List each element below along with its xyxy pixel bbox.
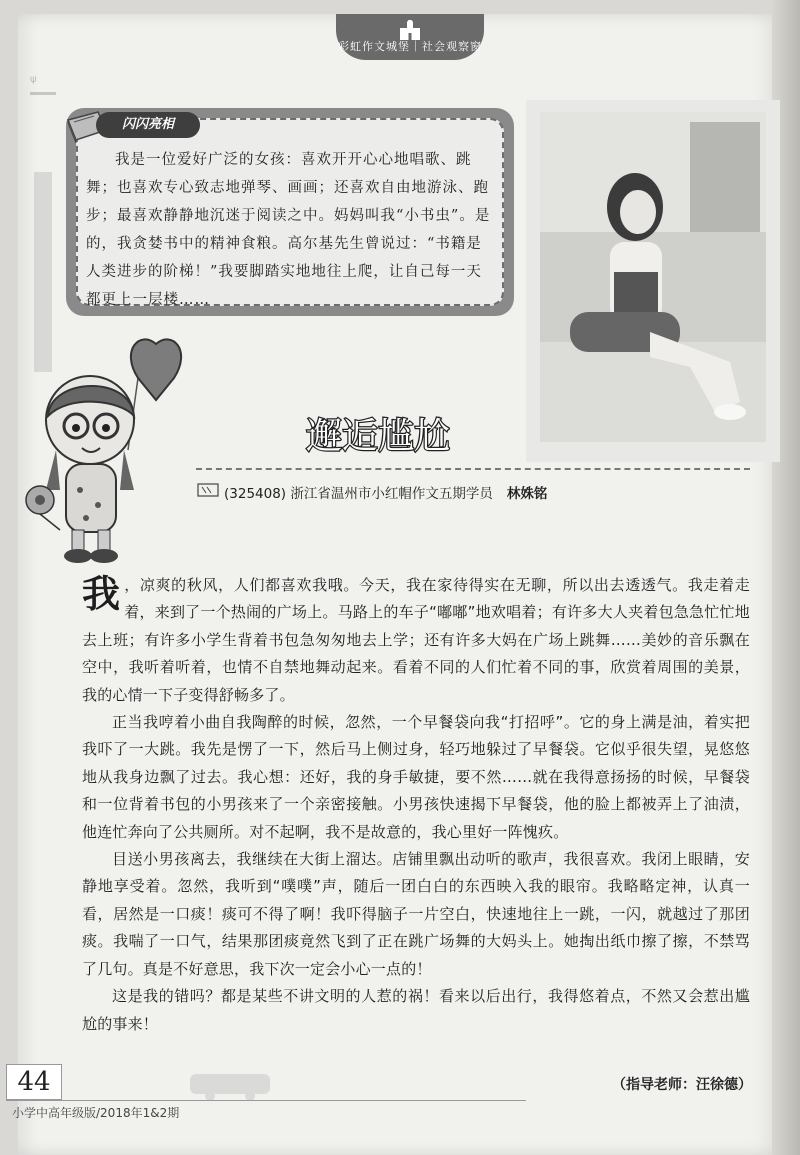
article-title: 邂逅尴尬 [305, 416, 451, 457]
paragraph-2: 正当我哼着小曲自我陶醉的时候，忽然，一个早餐袋向我“打招呼”。它的身上满是油，着实把我吓了一大跳。我先是愣了一下，然后马上侧过身，轻巧地躲过了早餐袋。它似乎很失望，晃悠悠地从我身边飘了过去。我心想：还好，我的身手敏捷，要不然……就在我得意扬扬的时候，早餐袋和一位背着书包的小男孩来了一个亲密接触。小男孩快速揭下早餐袋，他的脸上都被弄上了油渍，他连忙奔向了公共厕所。对不起啊，我不是故意的，我心里好一阵愧疚。 [82, 713, 750, 841]
author-photo [540, 112, 766, 442]
pen-icon [197, 481, 219, 499]
publication-info: 小学中高年级版/2018年1&2期 [12, 1106, 180, 1120]
paragraph-1 [82, 572, 750, 709]
paragraph-1-text: ，凉爽的秋风，人们都喜欢我哦。今天，我在家待得实在无聊，所以出去透透气。我走着走着，来到了一个热闹的广场上。马路上的车子“嘟嘟”地欢唱着；有许多大人夹着包急急忙忙地去上班；有许多小学生背着书包急匆匆地去上学；还有许多大妈在广场上跳舞……美妙的音乐飘在空中，我听着听着，也情不自禁地舞动起来。看着不同的人们忙着不同的事，欣赏着周围的美景，我的心情一下子变得舒畅多了。 [82, 576, 750, 704]
teacher-credit: （指导老师：汪徐德） [612, 1077, 752, 1093]
profile-text: 我是一位爱好广泛的女孩：喜欢开开心心地唱歌、跳舞；也喜欢专心致志地弹琴、画画；还喜欢自由地游泳、跑步；最喜欢静静地沉迷于阅读之中。妈妈叫我“小书虫”。是的，我贪婪书中的精神食粮。高尔基先生曾说过：“书籍是人类进步的阶梯！”我要脚踏实地地往上爬，让自己每一天都更上一层楼…… [86, 152, 491, 308]
column-badge [336, 14, 484, 60]
cartoon-girl-illustration [20, 330, 200, 570]
article-title-art [278, 408, 478, 464]
badge-text: 彩虹作文城堡｜社会观察窗 [338, 40, 482, 53]
castle-icon [396, 20, 424, 40]
profile-tag: 闪闪亮相 [96, 112, 200, 138]
article-body [82, 572, 750, 1038]
photo-image [540, 112, 766, 442]
title-divider [196, 468, 750, 470]
dropcap: 我 [82, 571, 121, 616]
footer-rule [6, 1100, 526, 1101]
page-number: 44 [6, 1064, 62, 1100]
author-name: 林姝铭 [506, 486, 548, 502]
author-address: (325408) 浙江省温州市小红帽作文五期学员 [224, 486, 493, 502]
article-byline [224, 482, 624, 502]
svg-text:ψ: ψ [30, 74, 37, 85]
paragraph-4: 这是我的错吗？都是某些不讲文明的人惹的祸！看来以后出行，我得悠着点，不然又会惹出尴尬的事来！ [82, 987, 750, 1033]
footer-decoration [180, 1064, 440, 1100]
paragraph-3: 目送小男孩离去，我继续在大街上溜达。店铺里飘出动听的歌声，我很喜欢。我闭上眼睛，安静地享受着。忽然，我听到“噗噗”声，随后一团白白的东西映入我的眼帘。我略略定神，认真一看，居然是一口痰！痰可不得了啊！我吓得脑子一片空白，快速地往上一跳，一闪，就越过了那团痰。我喘了一口气，结果那团痰竟然飞到了正在跳广场舞的大妈头上。她掏出纸巾擦了擦，不禁骂了几句。真是不好意思，我下次一定会小心一点的！ [82, 850, 750, 978]
